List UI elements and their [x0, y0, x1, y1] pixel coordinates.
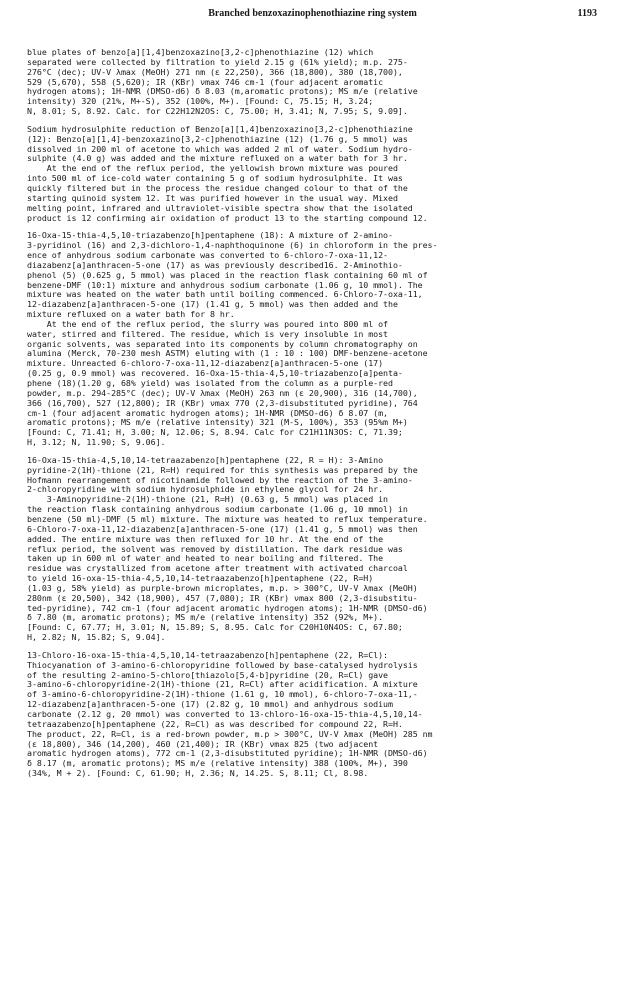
paragraph-gap — [27, 643, 607, 651]
running-title: Branched benzoxazinophenothiazine ring system — [208, 8, 417, 19]
text-line: (34%, M + 2). [Found: C, 61.90; H, 2.36; N, 14.25. S, 8.11; Cl, 8.98. — [27, 769, 369, 779]
text-line: product is 12 confirming air oxidation of product 13 to the starting compound 12. — [27, 213, 428, 223]
paragraph-gap — [27, 117, 607, 125]
text-line: H, 2.82; N, 15.82; S, 9.04]. — [27, 633, 166, 643]
text-line: of 3-amino-6-chloropyridine-2(1H)-thione (1.61 g, 10 mmol), 6-chloro-7-oxa-11,- — [27, 690, 418, 700]
text-line: mixture was heated on the water bath until boiling commenced. 6-Chloro-7-oxa-11, — [27, 290, 423, 300]
text-line: 280nm (ε 20,500), 342 (18,900), 457 (7,080); IR (KBr) νmax 800 (2,3-disubstitu- — [27, 593, 418, 603]
text-line: pyridine-2(1H)-thione (21, R=H) required for this synthesis was prepared by the — [27, 465, 418, 475]
text-line: quickly filtered but in the process the residue changed colour to that of the — [27, 183, 408, 193]
section-heading-line: Sodium hydrosulphite reduction of Benzo[a][1,4]benzoxazino[3,2-c]phenothiazine — [27, 124, 413, 134]
text-line: benzene-DMF (10:1) mixture and anhydrous sodium carbonate (1.06 g, 10 mmol). The — [27, 280, 423, 290]
text-line: ted-pyridine), 742 cm-1 (four adjacent aromatic hydrogen atoms); 1H-NMR (DMSO-d6) — [27, 603, 428, 613]
text-line: reflux period, the solvent was removed by distillation. The dark residue was — [27, 544, 403, 554]
paragraph-sodium-hydrosulphite-reduction — [27, 125, 607, 223]
text-line: 6-Chloro-7-oxa-11,12-diazabenz[a]anthracen-5-one (17) (1.41 g, 5 mmol) was then — [27, 524, 418, 534]
text-line: At the end of the reflux period, the slurry was poured into 800 ml of — [27, 319, 388, 329]
text-line: (1.03 g, 58% yield) as purple-brown microplates, m.p. > 300°C, UV-V λmax (MeOH) — [27, 583, 418, 593]
paragraph-gap — [27, 448, 607, 456]
page-number: 1193 — [577, 8, 597, 19]
text-line: (ε 18,800), 346 (14,200), 460 (21,400); IR (KBr) νmax 825 (two adjacent — [27, 739, 379, 749]
text-line: added. The entire mixture was then refluxed for 10 hr. At the end of the — [27, 534, 384, 544]
text-line: ence of anhydrous sodium carbonate was converted to 6-chloro-7-oxa-11,12- — [27, 251, 388, 261]
text-line: (12): Benzo[a][1,4]-benzoxazino[3,2-c]phenothiazine (12) (1.76 g, 5 mmol) was — [27, 134, 408, 144]
text-line: 3-amino-6-chloropyridine-2(1H)-thione (21, R=Cl) after acidification. A mixture — [27, 680, 418, 690]
text-line: δ 8.17 (m, aromatic protons); MS m/e (relative intensity) 388 (100%, M+), 390 — [27, 759, 408, 769]
text-line: the reaction flask containing anhydrous sodium carbonate (1.06 g, 10 mmol) in — [27, 505, 408, 515]
text-line: The product, 22, R=Cl, is a red-brown powder, m.p > 300°C, UV-V λmax (MeOH) 285 nm — [27, 729, 433, 739]
paragraph-gap — [27, 223, 607, 231]
text-line: phenol (5) (0.625 g, 5 mmol) was placed in the reaction flask containing 60 ml of — [27, 270, 428, 280]
text-line: starting quinoid system 12. It was purified however in the usual way. Mixed — [27, 193, 398, 203]
text-line: diazabenz[a]anthracen-5-one (17) as was previously described16. 2-Aminothio- — [27, 260, 403, 270]
text-line: blue plates of benzo[a][1,4]benzoxazino[3,2-c]phenothiazine (12) which — [27, 48, 374, 57]
text-line: N, 8.01; S, 8.92. Calc. for C22H12N2OS: C, 75.00; H, 3.41; N, 7.95; S, 9.09]. — [27, 107, 408, 117]
text-line: residue was crystallized from acetone after treatment with activated charcoal — [27, 564, 408, 574]
text-line: 3-Aminopyridine-2(1H)-thione (21, R=H) (0.63 g, 5 mmol) was placed in — [27, 495, 388, 505]
article-body — [27, 48, 607, 779]
text-line: to yield 16-oxa-15-thia-4,5,10,14-tetraazabenzo[h]pentaphene (22, R=H) — [27, 574, 374, 584]
text-line: mixture refluxed on a water bath for 8 hr. — [27, 310, 235, 320]
text-line: hydrogen atoms); 1H-NMR (DMSO-d6) δ 8.03 (m,aromatic protons); MS m/e (relative — [27, 87, 418, 97]
paragraph-compound-12-data — [27, 48, 607, 117]
text-line: into 500 ml of ice-cold water containing 5 g of sodium hydrosulphite. It was — [27, 174, 403, 184]
text-line: carbonate (2.12 g, 20 mmol) was converted to 13-chloro-16-oxa-15-thia-4,5,10,14- — [27, 710, 423, 719]
text-line: 366 (16,700), 527 (12,800); IR (KBr) νmax 770 (2,3-disubstituted pyridine), 764 — [27, 398, 418, 408]
text-line: intensity) 320 (21%, M+-S), 352 (100%, M+). [Found: C, 75.15; H, 3.24; — [27, 97, 374, 107]
running-header — [0, 6, 625, 22]
text-line: tetraazabenzo[h]pentaphene (22, R=Cl) as was described for compound 22, R=H. — [27, 719, 403, 729]
text-line: [Found: C, 67.77; H, 3.01; N, 15.89; S, 8.95. Calc for C20H10N4OS: C, 67.80; — [27, 623, 403, 633]
paragraph-compound-22-cl-synthesis — [27, 651, 607, 779]
text-line: organic solvents, was separated into its components by column chromatography on — [27, 339, 418, 349]
paragraph-compound-18-synthesis — [27, 231, 607, 448]
text-line: (0.25 g, 0.9 mmol) was recovered. 16-Oxa-15-thia-4,5,10-triazabenzo[a]penta- — [27, 369, 403, 379]
text-line: of the resulting 2-amino-5-chloro[thiazolo[5,4-b]pyridine (20, R=Cl) gave — [27, 670, 388, 680]
text-line: alumina (Merck, 70-230 mesh ASTM) eluting with (1 : 10 : 100) DMF-benzene-acetone — [27, 349, 428, 359]
text-line: 276°C (dec); UV-V λmax (MeOH) 271 nm (ε 22,250), 366 (18,800), 380 (18,700), — [27, 67, 403, 77]
section-heading-line: 16-Oxa-15-thia-4,5,10,14-tetraazabenzo[h]pentaphene (22, R = H): 3-Amino — [27, 455, 384, 465]
text-line: 12-diazabenz[a]anthracen-5-one (17) (2.82 g, 10 mmol) and anhydrous sodium — [27, 700, 393, 710]
text-line: 529 (5,670), 558 (5,620); IR (KBr) νmax 746 cm-1 (four adjacent aromatic — [27, 77, 384, 87]
text-line: Thiocyanation of 3-amino-6-chloropyridine followed by base-catalysed hydrolysis — [27, 660, 418, 670]
text-line: taken up in 600 ml of water and heated to near boiling and filtered. The — [27, 554, 384, 564]
text-line: phene (18)(1.20 g, 68% yield) was isolated from the column as a purple-red — [27, 379, 393, 388]
text-line: mixture. Unreacted 6-chloro-7-oxa-11,12-diazabenz[a]anthracen-5-one (17) — [27, 359, 384, 369]
text-line: aromatic hydrogen atoms), 772 cm-1 (2,3-disubstituted pyridine); 1H-NMR (DMSO-d6) — [27, 749, 428, 759]
text-line: δ 7.80 (m, aromatic protons); MS m/e (relative intensity) 352 (92%, M+). — [27, 613, 384, 623]
text-line: benzene (50 ml)-DMF (5 ml) mixture. The mixture was heated to reflux temperature. — [27, 514, 428, 524]
section-heading-line: 13-Chloro-16-oxa-15-thia-4,5,10,14-tetraazabenzo[h]pentaphene (22, R=Cl): — [27, 650, 388, 660]
text-line: 12-diazabenz[a]anthracen-5-one (17) (1.41 g, 5 mmol) was then added and the — [27, 300, 398, 310]
section-heading-line: 16-Oxa-15-thia-4,5,10-triazabenzo[h]pentaphene (18): A mixture of 2-amino- — [27, 231, 393, 241]
text-line: sulphite (4.0 g) was added and the mixture refluxed on a water bath for 3 hr. — [27, 154, 408, 164]
text-line: separated were collected by filtration to yield 2.15 g (61% yield); m.p. 275- — [27, 57, 408, 67]
text-line: aromatic protons); MS m/e (relative intensity) 321 (M-S, 100%), 353 (95%m M+) — [27, 418, 408, 428]
text-line: melting point, infrared and ultraviolet-visible spectra show that the isolated — [27, 203, 413, 213]
text-line: water, stirred and filtered. The residue, which is very insoluble in most — [27, 329, 388, 339]
text-line: powder, m.p. 294-285°C (dec); UV-V λmax (MeOH) 263 nm (ε 20,900), 316 (14,700), — [27, 388, 418, 398]
text-line: cm-1 (four adjacent aromatic hydrogen atoms); 1H-NMR (DMSO-d6) δ 8.07 (m, — [27, 408, 388, 418]
text-line: 2-chloropyridine with sodium hydrosulphide in ethylene glycol for 24 hr. — [27, 485, 384, 495]
text-line: H, 3.12; N, 11.90; S, 9.06]. — [27, 438, 166, 448]
text-line: 3-pyridinol (16) and 2,3-dichloro-1,4-naphthoquinone (6) in chloroform in the pres- — [27, 241, 438, 251]
text-line: Hofmann rearrangement of nicotinamide followed by the reaction of the 3-amino- — [27, 475, 413, 485]
paragraph-compound-22-h-synthesis — [27, 456, 607, 643]
text-line: dissolved in 200 ml of acetone to which was added 2 ml of water. Sodium hydro- — [27, 144, 413, 154]
text-line: [Found: C, 71.41; H, 3.00; N, 12.06; S, 8.94. Calc for C21H11N3OS: C, 71.39; — [27, 428, 403, 438]
text-line: At the end of the reflux period, the yellowish brown mixture was poured — [27, 164, 398, 174]
